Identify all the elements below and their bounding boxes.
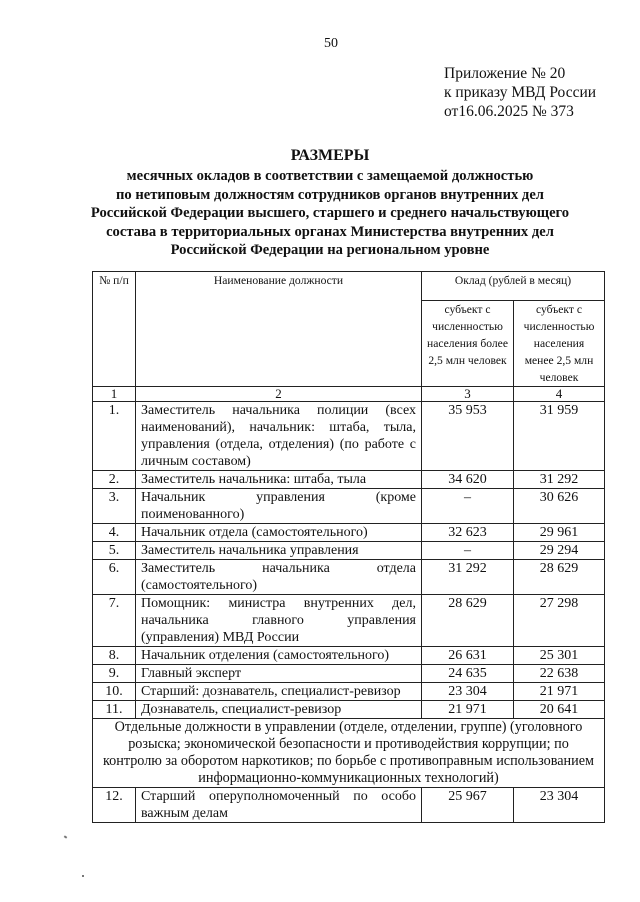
salary-more: 35 953: [422, 402, 514, 471]
salary-less: 29 294: [514, 542, 605, 560]
subtitle-line: состава в территориальных органах Министерства внутренних дел: [106, 223, 554, 240]
salary-more: 24 635: [422, 665, 514, 683]
subtitle-line: по нетиповым должностям сотрудников органов внутренних дел: [116, 186, 544, 203]
document-title-block: [60, 145, 600, 260]
header-number: № п/п: [93, 272, 136, 387]
row-number: 7.: [93, 595, 136, 647]
salary-less: 23 304: [514, 788, 605, 823]
salary-more: 23 304: [422, 683, 514, 701]
salary-less: 20 641: [514, 701, 605, 719]
salary-more: 28 629: [422, 595, 514, 647]
row-number: 4.: [93, 524, 136, 542]
table-row: [93, 647, 605, 665]
column-number: 4: [514, 387, 605, 402]
table-row: [93, 402, 605, 471]
row-number: 9.: [93, 665, 136, 683]
column-number: 2: [136, 387, 422, 402]
position-name: Заместитель начальника: штаба, тыла: [136, 471, 422, 489]
salary-more: –: [422, 542, 514, 560]
salary-more: 25 967: [422, 788, 514, 823]
table-row: [93, 524, 605, 542]
row-number: 2.: [93, 471, 136, 489]
header-population-less: субъект с численностью населения менее 2,5 млн человек: [514, 301, 605, 387]
position-name: Заместитель начальника управления: [136, 542, 422, 560]
position-name: Заместитель начальника полиции (всех наименований), начальник: штаба, тыла, управления (отдела, отделения) (по работе с личным составом): [136, 402, 422, 471]
row-number: 8.: [93, 647, 136, 665]
position-name: Дознаватель, специалист-ревизор: [136, 701, 422, 719]
row-number: 1.: [93, 402, 136, 471]
row-number: 10.: [93, 683, 136, 701]
scan-artifact: [82, 875, 84, 877]
table-header-row: [93, 272, 605, 301]
position-name: Главный эксперт: [136, 665, 422, 683]
salary-more: –: [422, 489, 514, 524]
salary-less: 22 638: [514, 665, 605, 683]
salary-less: 25 301: [514, 647, 605, 665]
column-number-row: [93, 387, 605, 402]
appendix-line: Приложение № 20: [444, 65, 566, 82]
position-name: Начальник отдела (самостоятельного): [136, 524, 422, 542]
table-row: [93, 788, 605, 823]
salary-more: 21 971: [422, 701, 514, 719]
salary-more: 34 620: [422, 471, 514, 489]
row-number: 6.: [93, 560, 136, 595]
position-name: Начальник управления (кроме поименованного): [136, 489, 422, 524]
scan-artifact: [64, 835, 68, 838]
row-number: 12.: [93, 788, 136, 823]
salary-less: 21 971: [514, 683, 605, 701]
row-number: 3.: [93, 489, 136, 524]
salary-less: 27 298: [514, 595, 605, 647]
salary-less: 30 626: [514, 489, 605, 524]
salary-less: 31 959: [514, 402, 605, 471]
salary-less: 29 961: [514, 524, 605, 542]
subtitle-line: месячных окладов в соответствии с замещаемой должностью: [126, 168, 534, 184]
section-heading-row: [93, 719, 605, 788]
subtitle-line: Российской Федерации высшего, старшего и среднего начальствующего: [90, 205, 570, 221]
table-row: [93, 471, 605, 489]
position-name: Старший: дознаватель, специалист-ревизор: [136, 683, 422, 701]
document-title: РАЗМЕРЫ: [290, 147, 370, 164]
salary-table: [92, 271, 605, 823]
row-number: 11.: [93, 701, 136, 719]
position-name: Помощник: министра внутренних дел, начальника главного управления (управления) МВД России: [136, 595, 422, 647]
table-row: [93, 701, 605, 719]
table-row: [93, 665, 605, 683]
table-row: [93, 489, 605, 524]
row-number: 5.: [93, 542, 136, 560]
salary-more: 26 631: [422, 647, 514, 665]
column-number: 1: [93, 387, 136, 402]
table-row: [93, 560, 605, 595]
salary-less: 28 629: [514, 560, 605, 595]
table-row: [93, 542, 605, 560]
table-row: [93, 683, 605, 701]
appendix-line: к приказу МВД России: [444, 84, 597, 101]
appendix-line: от16.06.2025 № 373: [444, 103, 574, 120]
header-salary-group: Оклад (рублей в месяц): [422, 272, 605, 301]
position-name: Заместитель начальника отдела (самостоятельного): [136, 560, 422, 595]
table-row: [93, 595, 605, 647]
section-heading: Отдельные должности в управлении (отделе, отделении, группе) (уголовного розыска; экономической безопасности и противодействия коррупции; по контролю за оборотом наркотиков; по борьбе с противоправным использованием информационно-коммуникационных технологий): [93, 719, 605, 788]
salary-less: 31 292: [514, 471, 605, 489]
salary-more: 31 292: [422, 560, 514, 595]
header-position-name: Наименование должности: [136, 272, 422, 387]
position-name: Начальник отделения (самостоятельного): [136, 647, 422, 665]
position-name: Старший оперуполномоченный по особо важным делам: [136, 788, 422, 823]
header-population-more: субъект с численностью населения более 2,5 млн человек: [422, 301, 514, 387]
appendix-reference: [444, 64, 596, 121]
page-number: 50: [324, 36, 338, 51]
subtitle-line: Российской Федерации на региональном уровне: [170, 242, 490, 258]
column-number: 3: [422, 387, 514, 402]
salary-more: 32 623: [422, 524, 514, 542]
